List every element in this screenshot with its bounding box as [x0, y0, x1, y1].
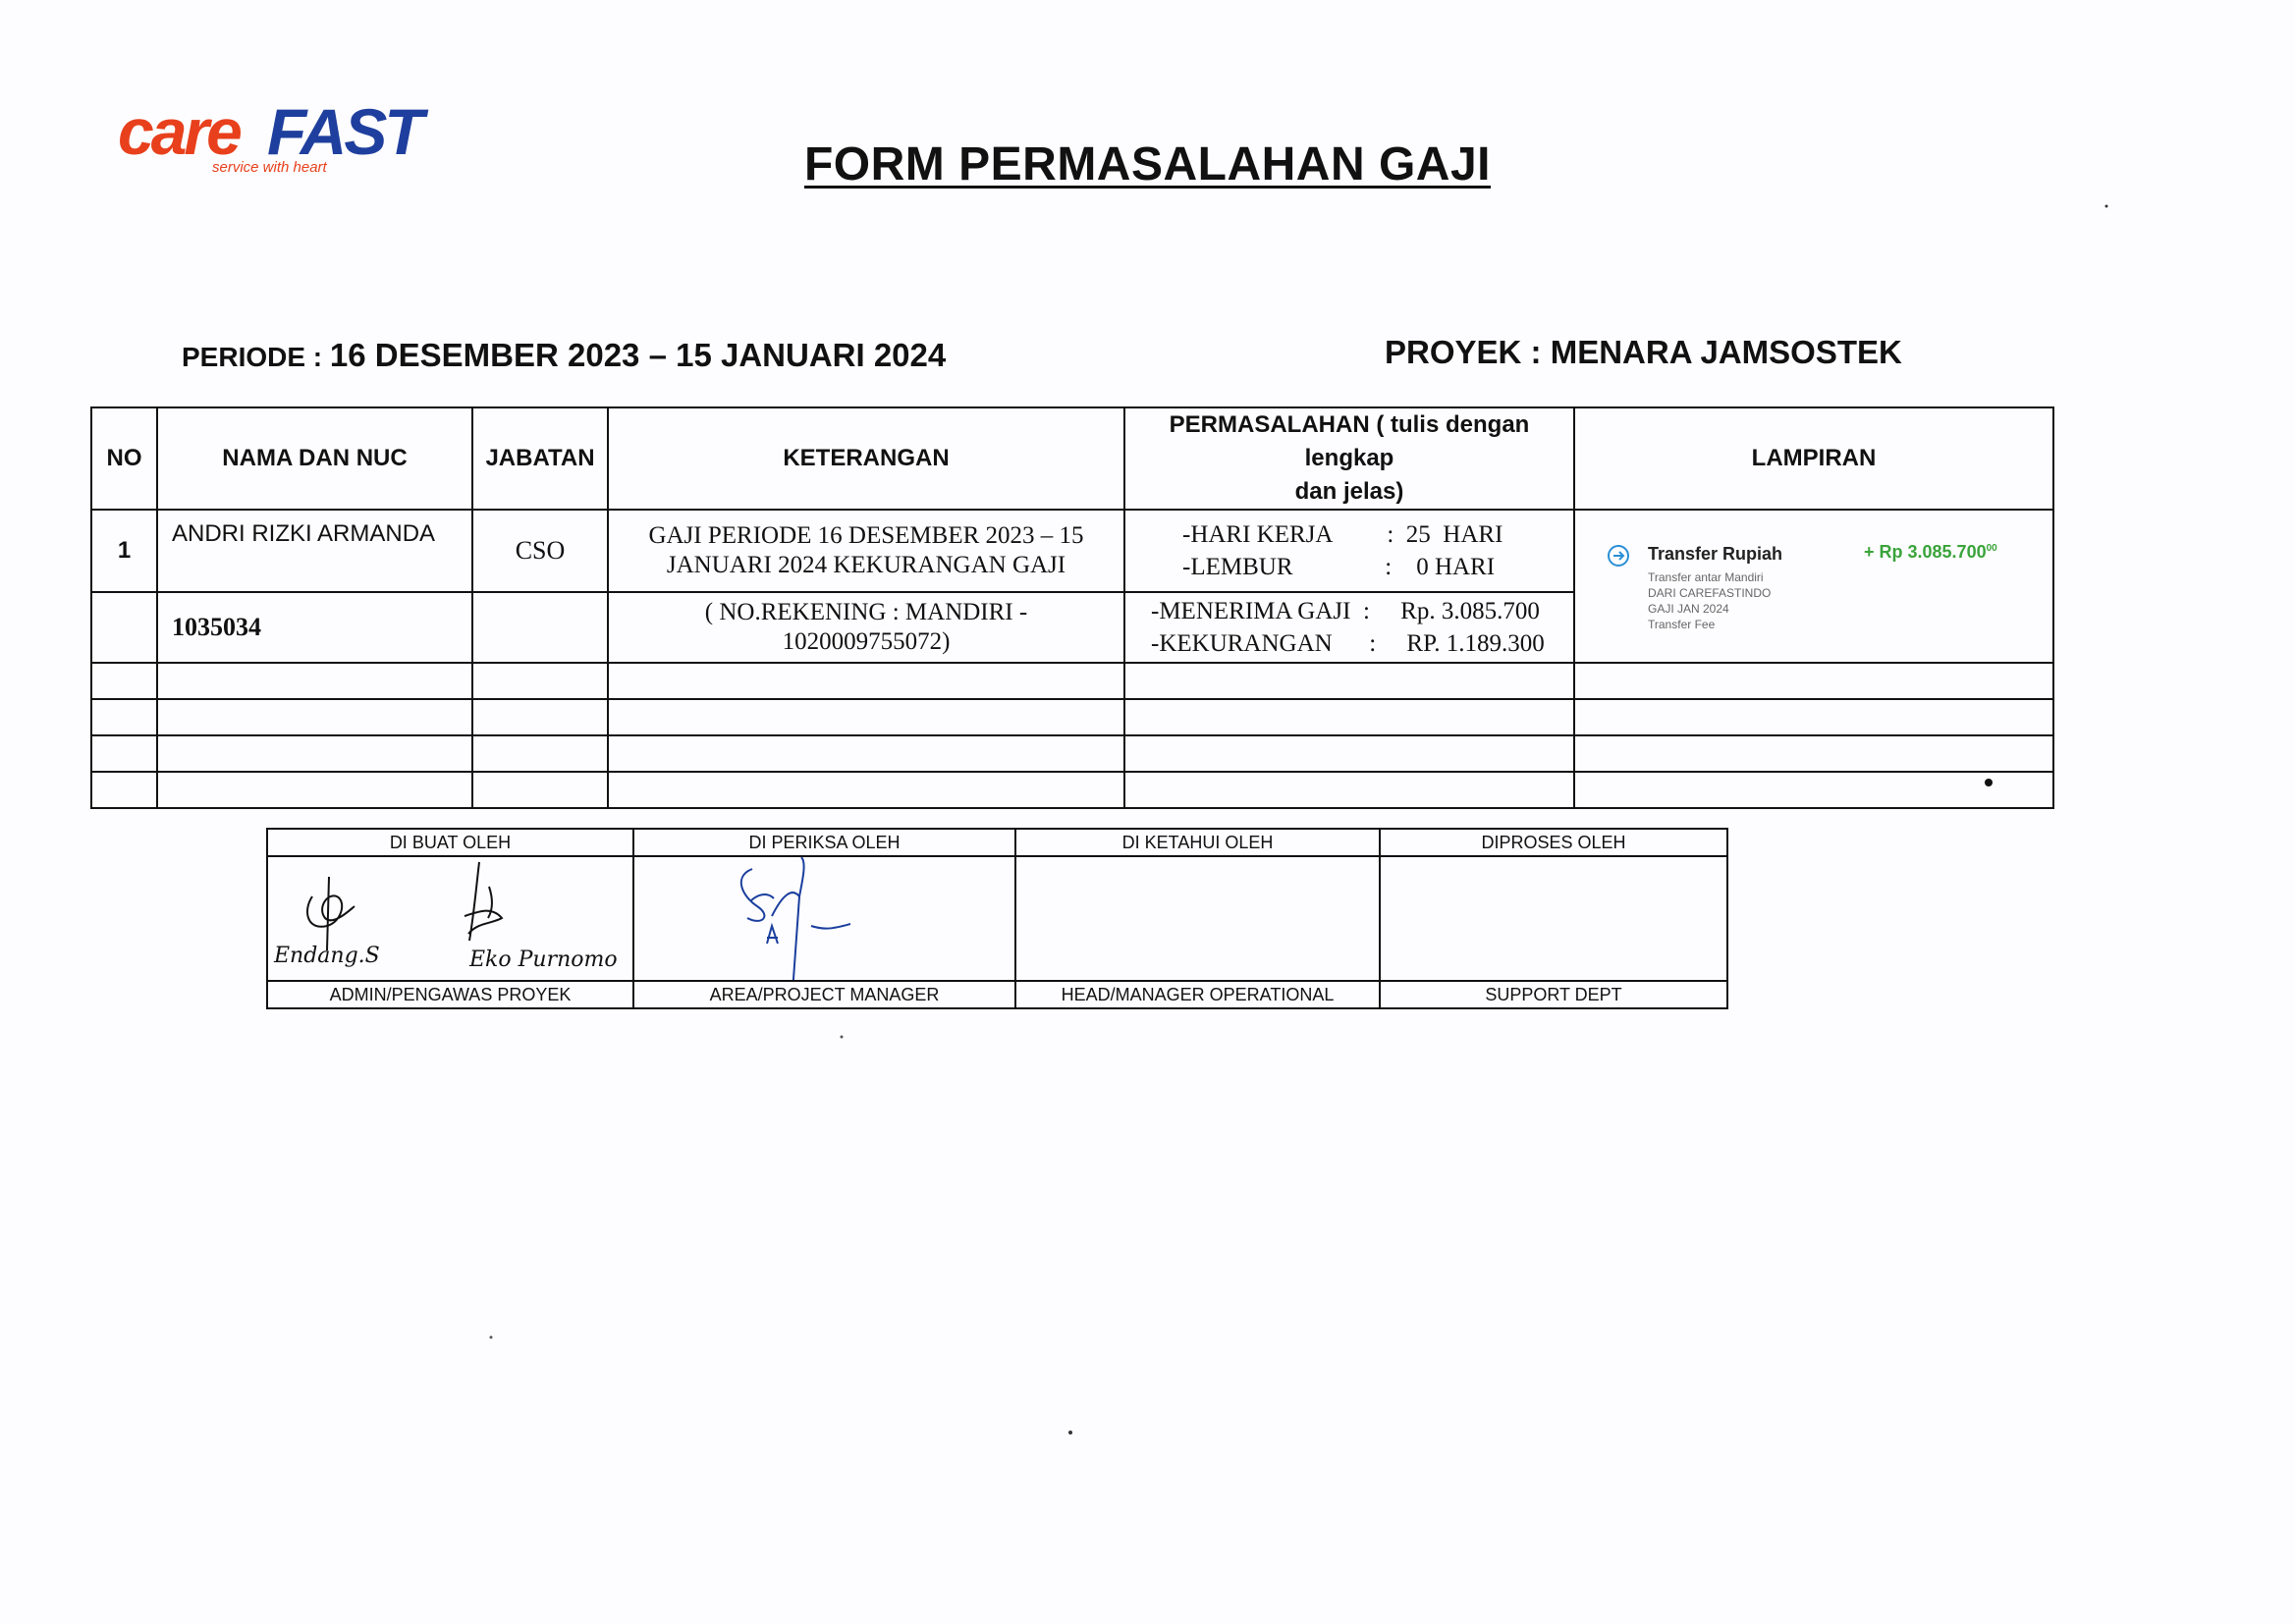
signature-manager-scribbles: [634, 857, 1016, 980]
row-permasalahan-1: -HARI KERJA : 25 HARI -LEMBUR : 0 HARI: [1124, 510, 1574, 592]
signature-box-head: [1015, 856, 1380, 981]
periode-label: PERIODE :: [182, 342, 330, 372]
row-no: 1: [91, 510, 157, 592]
transfer-line-4: Transfer Fee: [1648, 618, 1716, 631]
periode: [182, 337, 946, 374]
header-no: NO: [91, 407, 157, 510]
logo-fast-text: FAST: [267, 95, 421, 168]
header-jabatan: JABATAN: [472, 407, 608, 510]
row-nuc: 1035034: [157, 592, 472, 663]
row-keterangan-1: GAJI PERIODE 16 DESEMBER 2023 – 15 JANUARI 2024 KEKURANGAN GAJI: [608, 510, 1124, 592]
row-no-empty: [91, 592, 157, 663]
logo-tagline: service with heart: [212, 159, 327, 176]
form-title: FORM PERMASALAHAN GAJI: [803, 138, 1491, 190]
sig-footer-manager: AREA/PROJECT MANAGER: [633, 981, 1015, 1008]
transfer-line-1: Transfer antar Mandiri: [1648, 570, 1764, 584]
transfer-amount: + Rp 3.085.700$^{00}$: [1864, 542, 1997, 562]
proyek-label: PROYEK :: [1385, 334, 1551, 370]
table-header-row: [91, 407, 2053, 510]
row-keterangan-2: ( NO.REKENING : MANDIRI - 1020009755072): [608, 592, 1124, 663]
sig-footer-support: SUPPORT DEPT: [1380, 981, 1727, 1008]
sig-footer-admin: ADMIN/PENGAWAS PROYEK: [267, 981, 633, 1008]
sig-footer-head: HEAD/MANAGER OPERATIONAL: [1015, 981, 1380, 1008]
table-row-empty: [91, 735, 2053, 772]
table-row: [91, 510, 2053, 592]
logo-care-text: care: [118, 95, 240, 168]
signature-box-support: [1380, 856, 1727, 981]
complaint-table: [90, 406, 2054, 809]
transfer-line-3: GAJI JAN 2024: [1648, 602, 1729, 616]
table-row-empty: [91, 663, 2053, 699]
sig-header-diketahui: DI KETAHUI OLEH: [1015, 829, 1380, 856]
signature-table: [266, 828, 1728, 1009]
transfer-title: Transfer Rupiah: [1648, 544, 1783, 564]
transfer-arrow-icon: [1607, 544, 1630, 568]
proyek: [1385, 334, 1902, 371]
row-jabatan: CSO: [472, 510, 608, 592]
header-nama: NAMA DAN NUC: [157, 407, 472, 510]
row-nama: ANDRI RIZKI ARMANDA: [157, 510, 472, 592]
table-row-empty: [91, 699, 2053, 735]
transfer-line-2: DARI CAREFASTINDO: [1648, 586, 1772, 600]
row-jabatan-empty: [472, 592, 608, 663]
header-keterangan: KETERANGAN: [608, 407, 1124, 510]
table-row-empty: [91, 772, 2053, 808]
signature-box-manager: [633, 856, 1015, 981]
signature-name-1: Endang.S: [274, 944, 380, 968]
row-lampiran: [1574, 510, 2053, 663]
header-permasalahan: PERMASALAHAN ( tulis dengan lengkap dan jelas): [1124, 407, 1574, 510]
sig-header-diproses: DIPROSES OLEH: [1380, 829, 1727, 856]
sig-header-dibuat: DI BUAT OLEH: [267, 829, 633, 856]
proyek-value: MENARA JAMSOSTEK: [1550, 334, 1902, 370]
signature-box-admin: [267, 856, 633, 981]
sig-header-diperiksa: DI PERIKSA OLEH: [633, 829, 1015, 856]
row-permasalahan-2: -MENERIMA GAJI : Rp. 3.085.700 -KEKURANGAN : RP. 1.189.300: [1124, 592, 1574, 663]
periode-value: 16 DESEMBER 2023 – 15 JANUARI 2024: [329, 337, 947, 373]
header-lampiran: LAMPIRAN: [1574, 407, 2053, 510]
signature-name-2: Eko Purnomo: [469, 947, 618, 972]
